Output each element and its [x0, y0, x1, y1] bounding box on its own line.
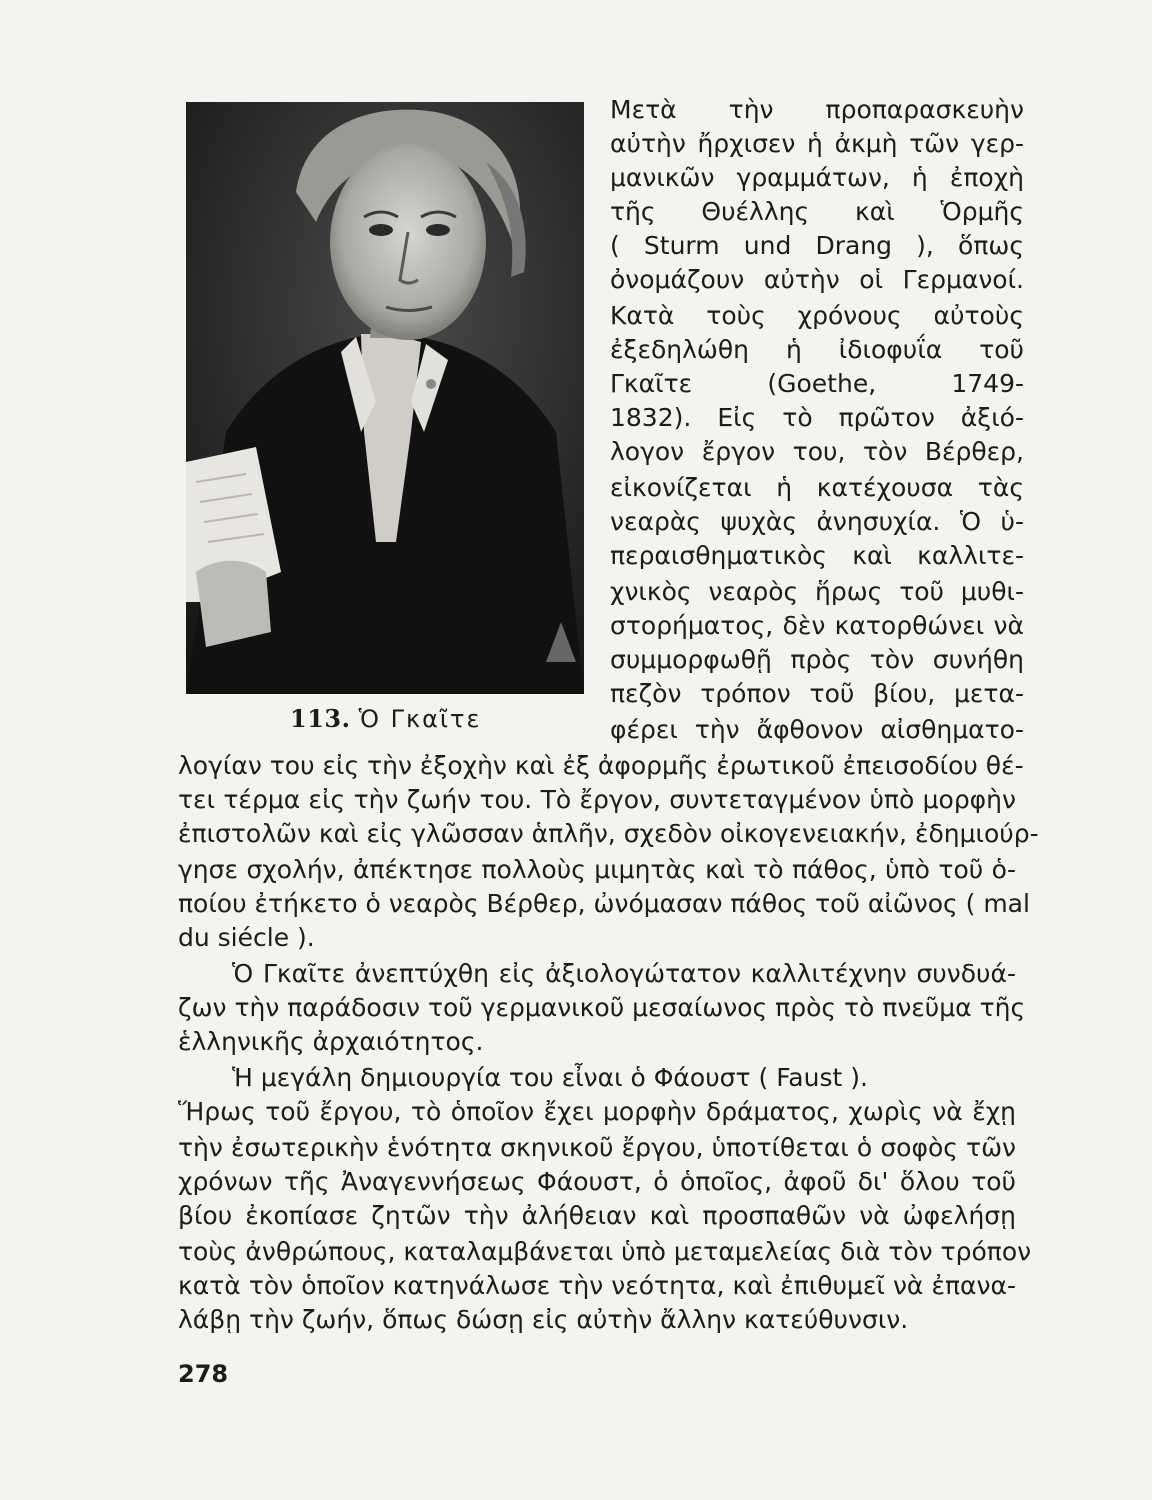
- goethe-portrait: [186, 102, 584, 694]
- text-line: Μετὰ τὴν προπαρασκευὴν: [610, 95, 1024, 124]
- text-line: γησε σχολήν, ἀπέκτησε πολλοὺς μιμητὰς καὶ τὸ πάθος, ὑπὸ τοῦ ὁ-: [178, 855, 1016, 884]
- text-line: Γκαῖτε (Goethe, 1749-: [610, 369, 1024, 398]
- text-line: κατὰ τὸν ὁποῖον κατηνάλωσε τὴν νεότητα, καὶ ἐπιθυμεῖ νὰ ἐπανα-: [178, 1271, 1016, 1300]
- figure-name: Ὁ Γκαῖτε: [358, 705, 482, 733]
- text-line: Ἡ μεγάλη δημιουργία του εἶναι ὁ Φάουστ ( Faust ).: [232, 1063, 868, 1092]
- figure-number: 113.: [290, 704, 351, 733]
- text-line: εἰκονίζεται ἡ κατέχουσα τὰς: [610, 473, 1024, 502]
- text-line: χνικὸς νεαρὸς ἥρως τοῦ μυθι-: [610, 577, 1024, 606]
- text-line: ποίου ἐτήκετο ὁ νεαρὸς Βέρθερ, ὠνόμασαν πάθος τοῦ αἰῶνος ( mal: [178, 889, 1030, 918]
- text-line: 1832). Εἰς τὸ πρῶτον ἀξιό-: [610, 403, 1024, 432]
- text-line: du siécle ).: [178, 923, 315, 952]
- text-line: Κατὰ τοὺς χρόνους αὐτοὺς: [610, 301, 1024, 330]
- text-line: συμμορφωθῇ πρὸς τὸν συνήθη: [610, 645, 1024, 674]
- text-line: Ἥρως τοῦ ἔργου, τὸ ὁποῖον ἔχει μορφὴν δράματος, χωρὶς νὰ ἔχῃ: [178, 1097, 1016, 1126]
- text-line: φέρει τὴν ἄφθονον αἰσθηματο-: [610, 715, 1024, 744]
- text-line: μανικῶν γραμμάτων, ἡ ἐποχὴ: [610, 163, 1024, 192]
- text-line: λογίαν του εἰς τὴν ἐξοχὴν καὶ ἐξ ἀφορμῆς ἐρωτικοῦ ἐπεισοδίου θέ-: [178, 751, 1024, 780]
- text-line: πεζὸν τρόπον τοῦ βίου, μετα-: [610, 679, 1024, 708]
- figure-caption: [290, 704, 481, 733]
- text-line: ἑλληνικῆς ἀρχαιότητος.: [178, 1027, 484, 1056]
- text-line: λογον ἔργον του, τὸν Βέρθερ,: [610, 437, 1024, 466]
- text-line: νεαρὰς ψυχὰς ἀνησυχία. Ὁ ὑ-: [610, 507, 1024, 536]
- text-line: Ὁ Γκαῖτε ἀνεπτύχθη εἰς ἀξιολογώτατον καλλιτέχνην συνδυά-: [232, 959, 1016, 988]
- text-line: ὀνομάζουν αὐτὴν οἱ Γερμανοί.: [610, 265, 1024, 294]
- text-line: τει τέρμα εἰς τὴν ζωήν του. Τὸ ἔργον, συντεταγμένον ὑπὸ μορφὴν: [178, 785, 1016, 814]
- text-line: ἐξεδηλώθη ἡ ἰδιοφυΐα τοῦ: [610, 335, 1024, 364]
- text-line: τοὺς ἀνθρώπους, καταλαμβάνεται ὑπὸ μεταμελείας διὰ τὸν τρόπον: [178, 1237, 1032, 1266]
- page-number: 278: [178, 1360, 229, 1388]
- text-line: βίου ἐκοπίασε ζητῶν τὴν ἀλήθειαν καὶ προσπαθῶν νὰ ὠφελήσῃ: [178, 1201, 1016, 1230]
- text-line: περαισθηματικὸς καὶ καλλιτε-: [610, 541, 1024, 570]
- text-line: ἐπιστολῶν καὶ εἰς γλῶσσαν ἁπλῆν, σχεδὸν οἰκογενειακήν, ἐδημιούρ-: [178, 819, 1039, 848]
- text-line: λάβῃ τὴν ζωήν, ὅπως δώσῃ εἰς αὐτὴν ἄλλην κατεύθυνσιν.: [178, 1305, 909, 1334]
- text-line: τὴν ἐσωτερικὴν ἑνότητα σκηνικοῦ ἔργου, ὑποτίθεται ὁ σοφὸς τῶν: [178, 1133, 1016, 1162]
- text-line: στορήματος, δὲν κατορθώνει νὰ: [610, 611, 1024, 640]
- text-line: ( Sturm und Drang ), ὅπως: [610, 231, 1024, 260]
- text-line: αὐτὴν ἤρχισεν ἡ ἀκμὴ τῶν γερ-: [610, 129, 1024, 158]
- text-line: χρόνων τῆς Ἀναγεννήσεως Φάουστ, ὁ ὁποῖος, ἀφοῦ δι' ὅλου τοῦ: [178, 1167, 1016, 1196]
- portrait-engraving-icon: [186, 102, 584, 694]
- text-line: ζων τὴν παράδοσιν τοῦ γερμανικοῦ μεσαίωνος πρὸς τὸ πνεῦμα τῆς: [178, 993, 1026, 1022]
- text-line: τῆς Θυέλλης καὶ Ὁρμῆς: [610, 197, 1024, 226]
